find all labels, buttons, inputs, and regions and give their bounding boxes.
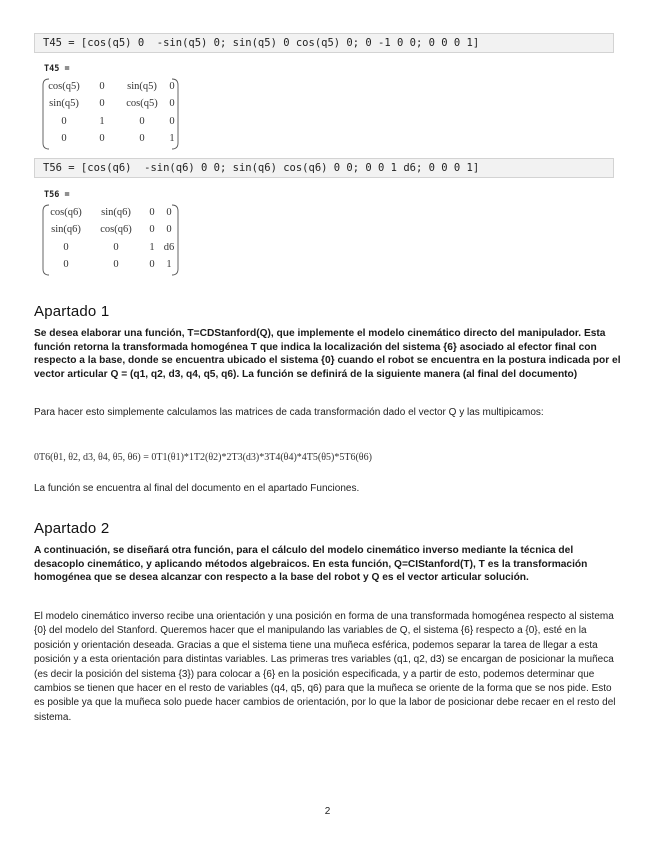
matrix-cell: sin(q6) [51, 224, 81, 235]
matrix-cell: d6 [163, 242, 175, 253]
matrix-cell: cos(q5) [48, 81, 80, 92]
matrix-cell: cos(q6) [50, 207, 82, 218]
matrix-cell: sin(q6) [101, 207, 131, 218]
section1-paragraph: Para hacer esto simplemente calculamos las matrices de cada transformación dado el vector Q y las multipicamos: [34, 407, 544, 418]
matrix-cell: 0 [149, 259, 155, 270]
section-title-apartado-1: Apartado 1 [34, 303, 110, 320]
matrix-t45 [42, 78, 182, 150]
matrix-cell: 0 [169, 81, 175, 92]
section1-statement: Se desea elaborar una función, T=CDStanford(Q), que implemente el modelo cinemático directo del manipulador. Esta función retorna la transformada homogénea T que indica la localización del sistema {6} asociado al efector final con respecto a la base, donde se encuentra ubicado el sistema {0} cuando el robot se encuentra en la postura indicada por el vector articular Q = (q1, q2, d3, q4, q5, q6). La función se definirá de la siguiente manera (al final del documento) [34, 328, 621, 380]
matrix-t56 [42, 204, 182, 276]
matrix-cell: 0 [139, 116, 145, 127]
matrix-cell: 0 [149, 224, 155, 235]
output-label-t45: T45 = [44, 64, 70, 74]
matrix-cell: cos(q5) [126, 98, 158, 109]
matrix-cell: 0 [63, 259, 69, 270]
section2-paragraph: El modelo cinemático inverso recibe una orientación y una posición en forma de una transformada homogénea respecto al sistema {0} del modelo del Stanford. Queremos hacer que el manipulando las variables de Q, el sistema {6} respecto a {0}, esté en la posición y orientación deseada. Gracias a que el sistema tiene una muñeca esférica, podemos separar la tarea de llegar a esta posición y a esta orientación para distintas variables. Las primeras tres variables (q1, q2, d3) se encargan de posicionar la muñeca (es decir la posición del sistema {3}) para colocar a {6} en la posición especificada, y a partir de esto, podemos determinar que cambios se tienen que hacer en el resto de variables (q4, q5, q6) para que la muñeca se oriente de la forma que se nos pide. Esto es posible ya que la muñeca solo puede hacer cambios de orientación, por lo que la labor de posicionar debe recaer en el resto del sistema. [34, 611, 616, 723]
matrix-cell: 0 [61, 116, 67, 127]
forward-kinematics-formula: 0T6(θ1, θ2, d3, θ4, θ5, θ6) = 0T1(θ1)*1T2(θ2)*2T3(d3)*3T4(θ4)*4T5(θ5)*5T6(θ6) [34, 452, 372, 463]
matrix-cell: 0 [99, 81, 105, 92]
matrix-cell: 1 [166, 259, 172, 270]
matrix-cell: 0 [99, 98, 105, 109]
matrix-cell: 0 [169, 116, 175, 127]
matrix-cell: 0 [99, 133, 105, 144]
output-label-t56: T56 = [44, 190, 70, 200]
matrix-cell: 0 [139, 133, 145, 144]
matrix-cell: sin(q5) [127, 81, 157, 92]
matrix-cell: 0 [113, 259, 119, 270]
code-cell-t56[interactable]: T56 = [cos(q6) -sin(q6) 0 0; sin(q6) cos(q6) 0 0; 0 0 1 d6; 0 0 0 1] [34, 158, 614, 178]
code-cell-t45[interactable]: T45 = [cos(q5) 0 -sin(q5) 0; sin(q5) 0 cos(q5) 0; 0 -1 0 0; 0 0 0 1] [34, 33, 614, 53]
section2-statement: A continuación, se diseñará otra función, para el cálculo del modelo cinemático inverso mediante la técnica del desacoplo cinemático, y aplicando métodos algebraicos. En esta función, Q=CIStanford(T), T es la transformación homogénea que se desea alcanzar con respecto a la base del robot y Q es el vector articular solución. [34, 545, 588, 584]
matrix-cell: 0 [166, 224, 172, 235]
matrix-cell: 1 [99, 116, 105, 127]
matrix-cell: 0 [61, 133, 67, 144]
matrix-cell: 1 [149, 242, 155, 253]
matrix-cell: 1 [169, 133, 175, 144]
matrix-cell: 0 [63, 242, 69, 253]
matrix-cell: 0 [169, 98, 175, 109]
page-number: 2 [324, 806, 331, 817]
matrix-cell: 0 [166, 207, 172, 218]
matrix-cell: 0 [149, 207, 155, 218]
matrix-cell: sin(q5) [49, 98, 79, 109]
section-title-apartado-2: Apartado 2 [34, 520, 110, 537]
matrix-cell: cos(q6) [100, 224, 132, 235]
matrix-cell: 0 [113, 242, 119, 253]
section1-note: La función se encuentra al final del documento en el apartado Funciones. [34, 483, 360, 494]
